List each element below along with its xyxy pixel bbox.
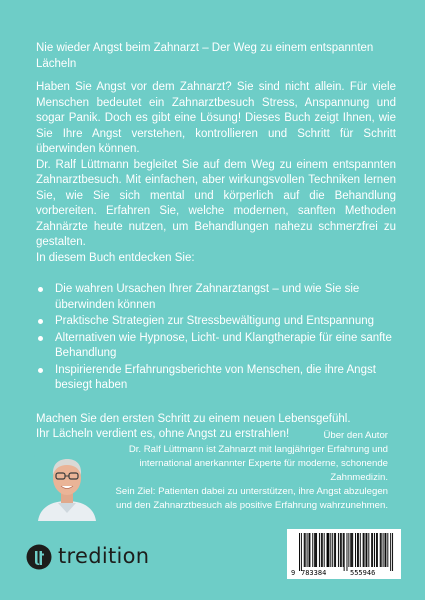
blurb — [36, 80, 396, 443]
barcode-bar — [309, 533, 310, 567]
bullet-icon — [38, 319, 43, 324]
barcode-bar — [352, 533, 353, 567]
barcode-bar — [335, 533, 336, 567]
barcode-bar — [364, 533, 365, 567]
list-item — [36, 282, 396, 313]
barcode-bar — [340, 533, 341, 567]
barcode-bar — [319, 533, 320, 567]
barcode-bar — [372, 533, 373, 567]
list-item — [36, 314, 396, 330]
barcode-bar — [387, 533, 388, 567]
barcode-bar — [374, 533, 375, 567]
barcode-bar — [305, 533, 306, 567]
barcode-bar — [347, 533, 348, 571]
barcode-bar — [385, 533, 386, 567]
barcode-bar — [309, 533, 310, 567]
list-heading: In diesem Buch entdecken Sie: — [36, 251, 195, 264]
closing-line-1: Machen Sie den ersten Schritt zu einem neuen Lebensgefühl. — [36, 412, 351, 425]
intro-paragraph-1: Haben Sie Angst vor dem Zahnarzt? Sie sind nicht allein. Für viele Menschen bedeutet ein Zahnarztbesuch Stress, Anspannung und sogar Panik. Doch es gibt eine Lösung! Dieses Buch zeigt Ihnen, wie Sie Ihre Angst verstehen, kontrollieren und Schritt für Schritt überwinden können. — [36, 81, 396, 155]
list-item-text: Die wahren Ursachen Ihrer Zahnarztangst – und wie Sie sie überwinden können — [55, 283, 360, 311]
author-bio: Dr. Ralf Lüttmann ist Zahnarzt mit langjähriger Erfahrung und international anerkannter Experte für moderne, schonende Zahnmedizin. — [128, 444, 388, 483]
list-item-text: Alternativen wie Hypnose, Licht- und Klangtherapie für eine sanfte Behandlung — [55, 331, 392, 359]
barcode-bar — [314, 533, 315, 567]
publisher-logo — [26, 543, 149, 571]
barcode-bar — [368, 533, 369, 567]
barcode-bars — [287, 529, 401, 579]
bullet-icon — [38, 336, 43, 341]
barcode-bar — [328, 533, 329, 567]
isbn-barcode — [287, 529, 401, 579]
author-goal: Sein Ziel: Patienten dabei zu unterstützen, ihre Angst abzulegen und den Zahnarztbesuch als positive Erfahrung wahrzunehmen. — [115, 486, 388, 511]
intro-paragraph-2: Dr. Ralf Lüttmann begleitet Sie auf dem Weg zu einem entspannten Zahnarztbesuch. Mit einfachen, aber wirkungsvollen Techniken lernen Sie, wie Sie sich mental und körperlich auf die Behandlung vorbereiten. Erfahren Sie, welche modernen, sanften Methoden Zahnärzte heute nutzen, um Behandlungen nahezu schmerzfrei zu gestalten. — [36, 158, 396, 248]
feature-list — [36, 282, 396, 394]
author-heading: Über den Autor — [323, 430, 388, 441]
barcode-bar — [366, 533, 367, 567]
author-photo — [34, 453, 100, 521]
barcode-bar — [316, 533, 317, 567]
barcode-bar — [330, 533, 331, 567]
barcode-bar — [381, 533, 382, 567]
barcode-bar — [351, 533, 352, 567]
barcode-bar — [344, 533, 345, 571]
barcode-bar — [324, 533, 325, 567]
author-portrait-icon — [34, 453, 100, 521]
barcode-bar — [357, 533, 358, 567]
closing-line-2: Ihr Lächeln verdient es, ohne Angst zu erstrahlen! — [36, 428, 290, 440]
barcode-bar — [338, 533, 339, 567]
barcode-bar — [376, 533, 377, 567]
barcode-bar — [350, 533, 351, 567]
barcode-bar — [385, 533, 386, 567]
list-item-text: Inspirierende Erfahrungsberichte von Menschen, die ihre Angst besiegt haben — [55, 363, 376, 391]
barcode-bar — [380, 533, 381, 567]
barcode-bar — [355, 533, 356, 567]
barcode-bar — [332, 533, 333, 567]
bullet-icon — [38, 368, 43, 373]
barcode-bar — [304, 533, 305, 567]
barcode-bar — [390, 533, 391, 571]
barcode-bar — [315, 533, 316, 567]
book-title: Nie wieder Angst beim Zahnarzt – Der Weg zu einem entspannten Lächeln — [36, 42, 374, 70]
barcode-bar — [377, 533, 378, 567]
list-item — [36, 331, 396, 362]
bullet-icon — [38, 287, 43, 292]
barcode-bar — [321, 533, 322, 567]
tredition-logo-icon — [26, 544, 52, 570]
barcode-digits-left: 783384 — [301, 569, 327, 577]
barcode-bar — [358, 533, 359, 567]
barcode-bar — [360, 533, 361, 567]
author-section — [110, 429, 388, 513]
barcode-bar — [343, 533, 344, 567]
barcode-bar — [307, 533, 308, 567]
barcode-bar — [299, 533, 300, 571]
barcode-bar — [312, 533, 313, 567]
barcode-bar — [371, 533, 372, 567]
barcode-digits-right: 555946 — [350, 569, 376, 577]
barcode-bar — [383, 533, 384, 567]
barcode-bar — [328, 533, 329, 567]
barcode-bar — [341, 533, 342, 567]
barcode-bar — [327, 533, 328, 567]
barcode-bar — [392, 533, 393, 571]
barcode-bar — [348, 533, 349, 567]
list-item — [36, 363, 396, 394]
barcode-bar — [363, 533, 364, 567]
barcode-bar — [322, 533, 323, 567]
barcode-bar — [301, 533, 302, 571]
list-item-text: Praktische Strategien zur Stressbewältigung und Entspannung — [55, 315, 375, 327]
barcode-bar — [334, 533, 335, 567]
barcode-bar — [366, 533, 367, 567]
publisher-name: tredition — [58, 544, 150, 568]
barcode-digit-lead: 9 — [291, 569, 296, 577]
